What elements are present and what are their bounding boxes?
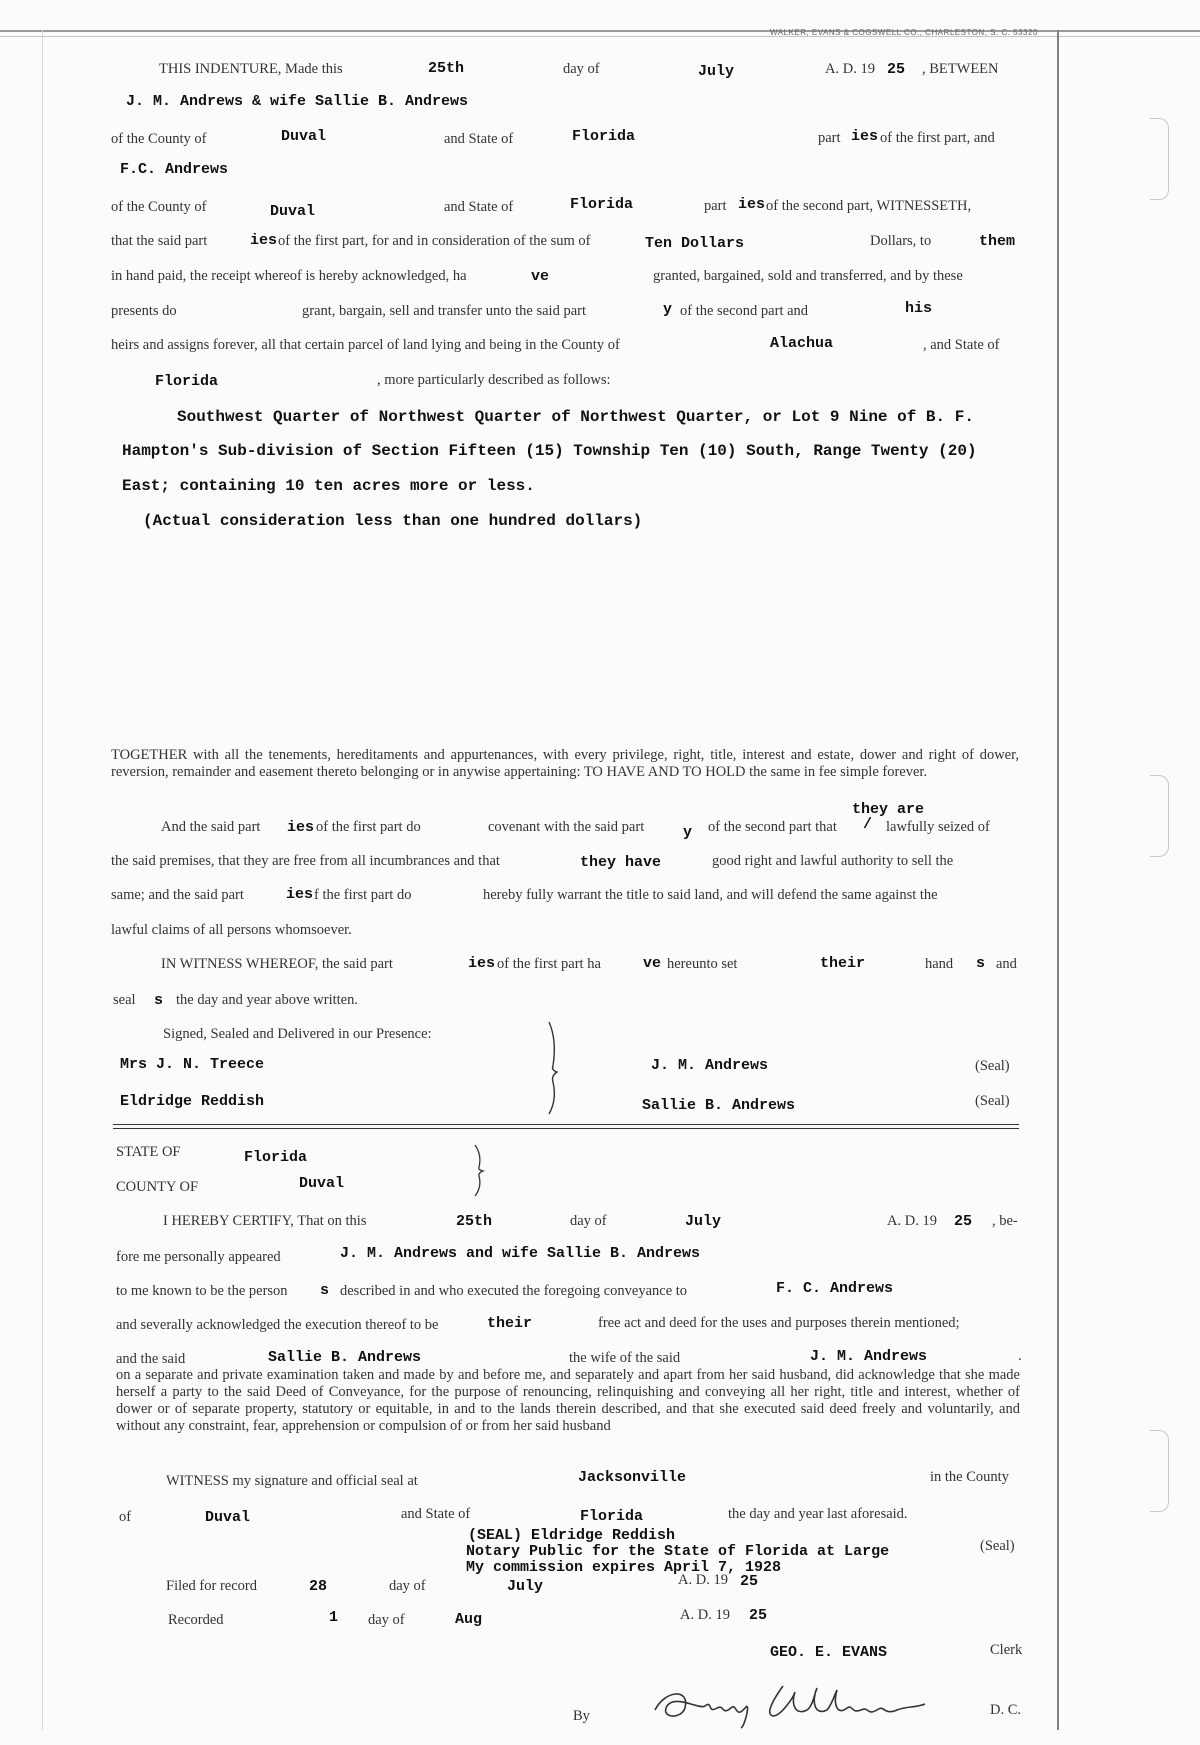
ies-suffix: ies <box>286 886 314 903</box>
heirs-label: heirs and assigns forever, all that certain parcel of land lying and being in the County of <box>111 337 620 353</box>
certify-label: I HEREBY CERTIFY, That on this <box>163 1213 367 1229</box>
recorded-day: 1 <box>329 1609 339 1626</box>
filed-label: Filed for record <box>166 1578 257 1594</box>
state-label: and State of <box>444 199 514 215</box>
legal-description-line: East; containing 10 ten acres more or less. <box>122 477 535 495</box>
examination-paragraph: on a separate and private examination taken and made by and before me, and separately and apart from her said husband, did acknowledge that she made herself a party to the said Deed of Conveyance, for the purpose of renouncing, relinquishing and conveying all her right, title and interest, whether of dower or of separate property, statutory or equitable, in and to the lands therein described, and that she executed said deed freely and voluntarily, and without any constraint, fear, apprehension or compulsion of or from her said husband <box>116 1367 1020 1434</box>
signer-name: J. M. Andrews <box>651 1057 769 1074</box>
seized-label: lawfully seized of <box>886 819 990 835</box>
notary-line: Notary Public for the State of Florida at Large <box>466 1543 890 1560</box>
hand-label: hand <box>925 956 954 972</box>
period: . <box>1018 1348 1022 1364</box>
ack-day: 25th <box>456 1213 493 1230</box>
grantors-names: J. M. Andrews & wife Sallie B. Andrews <box>126 93 469 110</box>
wife-of-label: the wife of the said <box>569 1350 681 1366</box>
ad-label: A. D. 19 <box>825 61 875 77</box>
appeared-names: J. M. Andrews and wife Sallie B. Andrews <box>340 1245 701 1262</box>
section-divider <box>113 1128 1019 1129</box>
fore-me-label: fore me personally appeared <box>116 1249 281 1265</box>
signed-sealed-label: Signed, Sealed and Delivered in our Presence: <box>163 1026 432 1042</box>
first-part-do-label: of the first part do <box>316 819 421 835</box>
lawful-claims-label: lawful claims of all persons whomsoever. <box>111 922 352 938</box>
day-year-label: the day and year above written. <box>176 992 358 1008</box>
seal-mark: (Seal) <box>975 1058 1010 1074</box>
y-suffix: y <box>683 824 693 841</box>
severally-label: and severally acknowledged the execution thereof to be <box>116 1317 439 1333</box>
said-part-label: that the said part <box>111 233 208 249</box>
land-county: Alachua <box>770 335 834 352</box>
ad-label: A. D. 19 <box>887 1213 937 1229</box>
warrant-label: hereby fully warrant the title to said land, and will defend the same against the <box>483 887 938 903</box>
state-of-label: STATE OF <box>116 1144 181 1160</box>
described-label: described in and who executed the foregoing conveyance to <box>340 1283 688 1299</box>
county-of-label: COUNTY OF <box>116 1179 199 1195</box>
ve-suffix: ve <box>643 955 662 972</box>
consideration-label: of the first part, for and in consideration of the sum of <box>278 233 591 249</box>
in-county-label: in the County <box>930 1469 1009 1485</box>
grant-label: grant, bargain, sell and transfer unto the said part <box>302 303 587 319</box>
hereunto-label: hereunto set <box>667 956 738 972</box>
filed-year: 25 <box>740 1573 759 1590</box>
witness-name: Mrs J. N. Treece <box>120 1056 265 1073</box>
printer-imprint: WALKER, EVANS & COGSWELL CO., CHARLESTON, S. C. 53320 <box>770 28 1038 37</box>
and-state-label: and State of <box>401 1506 471 1522</box>
ack-year: 25 <box>954 1213 973 1230</box>
covenant-label: And the said part <box>161 819 261 835</box>
second-part-that-label: of the second part that <box>708 819 837 835</box>
seal-label: seal <box>113 992 136 1008</box>
consideration-sum: Ten Dollars <box>645 235 745 252</box>
indenture-year: 25 <box>887 61 906 78</box>
grantee-state: Florida <box>570 196 634 213</box>
good-right-label: good right and lawful authority to sell the <box>712 853 954 869</box>
indenture-month: July <box>698 63 735 80</box>
day-of-label: day of <box>570 1213 607 1229</box>
wife-name: Sallie B. Andrews <box>268 1349 422 1366</box>
ies-suffix: ies <box>287 819 315 836</box>
filed-month: July <box>507 1578 544 1595</box>
part-label: part <box>818 130 841 146</box>
legal-description-line: Southwest Quarter of Northwest Quarter of Northwest Quarter, or Lot 9 Nine of B. F. <box>177 408 974 426</box>
binder-hole <box>1150 118 1169 200</box>
consideration-note: (Actual consideration less than one hundred dollars) <box>143 512 643 530</box>
binder-hole <box>1150 775 1169 857</box>
they-have: they have <box>580 854 662 871</box>
right-border <box>1057 30 1059 1730</box>
left-margin-line <box>42 30 43 1730</box>
notary-city: Jacksonville <box>578 1469 687 1486</box>
in-witness-label: IN WITNESS WHEREOF, the said part <box>161 956 393 972</box>
insertion-slash: / <box>863 816 873 833</box>
ack-state: Florida <box>244 1149 308 1166</box>
recorded-year: 25 <box>749 1607 768 1624</box>
filed-day: 28 <box>309 1578 328 1595</box>
second-part-label: of the second part and <box>680 303 809 319</box>
s-suffix: s <box>154 992 164 1009</box>
described-label: , more particularly described as follows: <box>377 372 611 388</box>
by-label: By <box>573 1708 590 1724</box>
recorded-label: Recorded <box>168 1612 224 1628</box>
husband-name: J. M. Andrews <box>810 1348 928 1365</box>
seal-mark: (Seal) <box>980 1538 1015 1554</box>
notary-state: Florida <box>580 1508 644 1525</box>
ies-suffix: ies <box>851 128 879 145</box>
day-of-label: day of <box>368 1612 405 1628</box>
first-part-label: of the first part, and <box>880 130 995 146</box>
witness-bracket <box>545 1020 565 1116</box>
between-label: , BETWEEN <box>922 61 999 77</box>
ack-county: Duval <box>299 1175 345 1192</box>
witness-sig-label: WITNESS my signature and official seal at <box>166 1473 418 1489</box>
s-suffix: s <box>320 1282 330 1299</box>
ies-suffix: ies <box>250 232 278 249</box>
clerk-label: Clerk <box>990 1642 1023 1658</box>
ies-suffix: ies <box>738 196 766 213</box>
seal-mark: (Seal) <box>975 1093 1010 1109</box>
indenture-day: 25th <box>428 60 465 77</box>
grantor-state: Florida <box>572 128 636 145</box>
day-of-label: day of <box>389 1578 426 1594</box>
notary-line: (SEAL) Eldridge Reddish <box>468 1527 676 1544</box>
land-state: Florida <box>155 373 219 390</box>
to-whom: them <box>979 233 1016 250</box>
and-label: and <box>996 956 1017 972</box>
section-divider <box>113 1124 1019 1125</box>
f-first-part-label: f the first part do <box>314 887 412 903</box>
ack-grantee: F. C. Andrews <box>776 1280 894 1297</box>
y-suffix: y <box>663 301 673 318</box>
witnesseth-label: of the second part, WITNESSETH, <box>766 198 972 214</box>
their-pronoun: their <box>820 955 866 972</box>
county-label: of the County of <box>111 131 207 147</box>
free-act-label: free act and deed for the uses and purposes therein mentioned; <box>598 1315 960 1331</box>
s-suffix: s <box>976 955 986 972</box>
ad-label: A. D. 19 <box>678 1572 728 1588</box>
their-pronoun: their <box>487 1315 533 1332</box>
witness-name: Eldridge Reddish <box>120 1093 265 1110</box>
his-pronoun: his <box>905 300 933 317</box>
be-label: , be- <box>992 1213 1018 1229</box>
recorded-month: Aug <box>455 1611 483 1628</box>
ad-label: A. D. 19 <box>680 1607 730 1623</box>
together-paragraph: TOGETHER with all the tenements, hereditaments and appurtenances, with every privilege, right, title, interest and estate, dower and right of dower, reversion, remainder and easement thereto belonging or in anywise appertaining: TO HAVE AND TO HOLD the same in fee simple forever. <box>111 747 1019 780</box>
binder-hole <box>1150 1430 1169 1512</box>
grantee-county: Duval <box>270 203 316 220</box>
ack-month: July <box>685 1213 722 1230</box>
of-label: of <box>119 1509 132 1525</box>
grantor-county: Duval <box>281 128 327 145</box>
made-this-label: THIS INDENTURE, Made this <box>159 61 343 77</box>
venue-bracket <box>472 1143 488 1198</box>
covenant-with-label: covenant with the said part <box>488 819 645 835</box>
legal-description-line: Hampton's Sub-division of Section Fifteen (15) Township Ten (10) South, Range Twenty (20) <box>122 442 977 460</box>
day-last-label: the day and year last aforesaid. <box>728 1506 908 1522</box>
notary-line: My commission expires April 7, 1928 <box>466 1559 782 1576</box>
part-label: part <box>704 198 727 214</box>
signer-name: Sallie B. Andrews <box>642 1097 796 1114</box>
ve-suffix: ve <box>531 268 550 285</box>
land-state-label: , and State of <box>923 337 1000 353</box>
presents-label: presents do <box>111 303 177 319</box>
ies-suffix: ies <box>468 955 496 972</box>
same-label: same; and the said part <box>111 887 244 903</box>
first-part-ha-label: of the first part ha <box>497 956 601 972</box>
premises-label: the said premises, that they are free from all incumbrances and that <box>111 853 500 869</box>
granted-label: granted, bargained, sold and transferred, and by these <box>653 268 963 284</box>
clerk-name: GEO. E. EVANS <box>770 1644 888 1661</box>
notary-county: Duval <box>205 1509 251 1526</box>
they-are: they are <box>852 801 925 818</box>
grantee-name: F.C. Andrews <box>120 161 229 178</box>
deputy-signature <box>645 1670 945 1730</box>
county-label: of the County of <box>111 199 207 215</box>
hand-paid-label: in hand paid, the receipt whereof is hereby acknowledged, ha <box>111 268 467 284</box>
state-label: and State of <box>444 131 514 147</box>
day-of-label: day of <box>563 61 600 77</box>
dc-label: D. C. <box>990 1702 1022 1718</box>
dollars-to-label: Dollars, to <box>870 233 932 249</box>
and-said-label: and the said <box>116 1351 186 1367</box>
known-label: to me known to be the person <box>116 1283 288 1299</box>
